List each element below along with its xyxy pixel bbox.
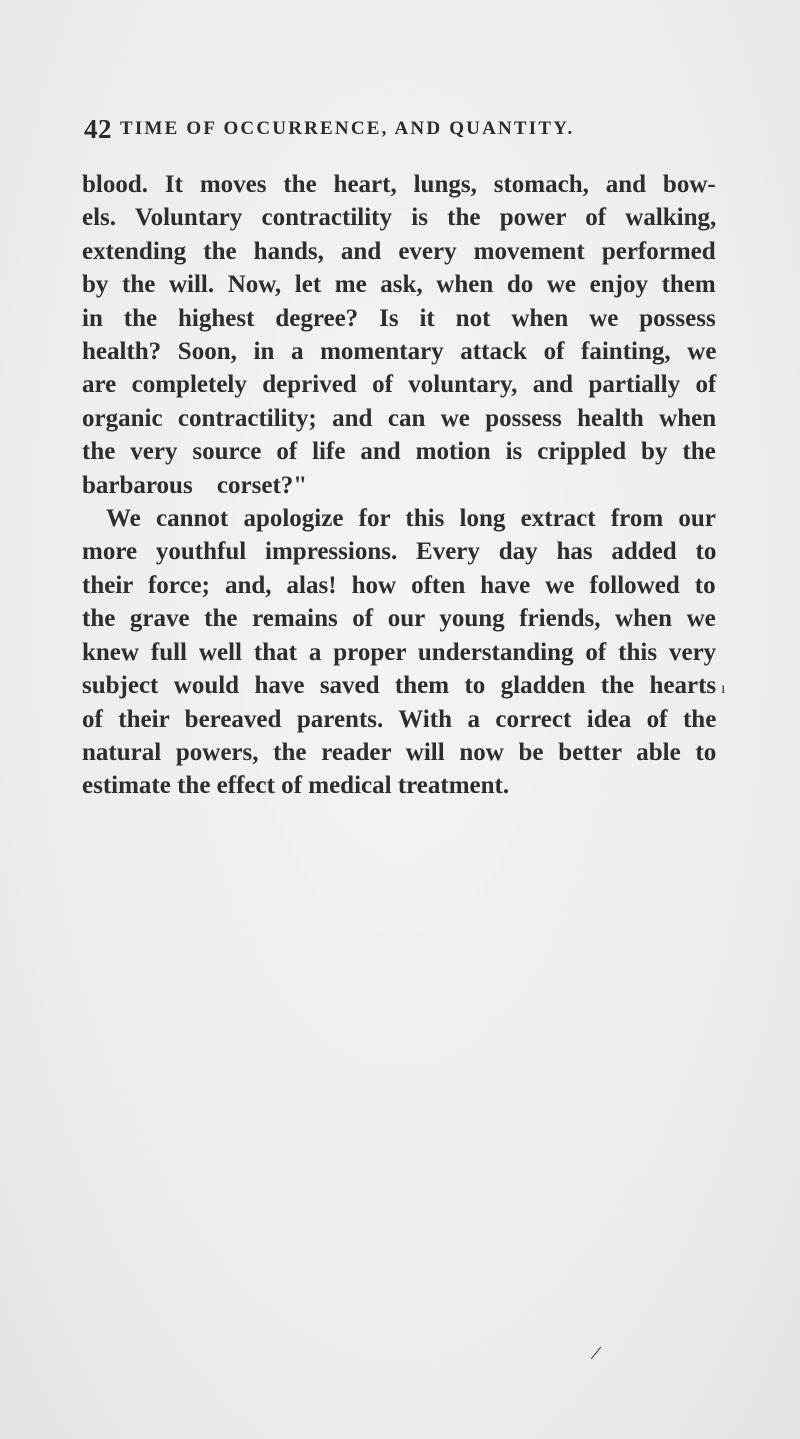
text-line: by the will. Now, let me ask, when do we enjoy them: [82, 271, 716, 299]
text-line: the very source of life and motion is crippled by the: [82, 438, 716, 466]
bottom-mark: /: [589, 1339, 604, 1366]
text-line: knew full well that a proper understanding of this very: [82, 638, 717, 666]
text-line: els. Voluntary contractility is the power of walking,: [82, 204, 717, 232]
text-line: of their bereaved parents. With a correct idea of the: [82, 705, 717, 733]
body-text: [82, 168, 716, 803]
text-line: estimate the effect of medical treatment.: [82, 772, 510, 800]
text-line: in the highest degree? Is it not when we possess: [82, 304, 716, 332]
margin-mark: ı: [721, 680, 726, 697]
page-header: [84, 114, 716, 154]
text-line: blood. It moves the heart, lungs, stomach, and bow-: [82, 171, 716, 198]
text-line: more youthful impressions. Every day has added to: [82, 538, 717, 566]
text-line: subject would have saved them to gladden the hearts: [82, 672, 717, 700]
text-line: the grave the remains of our young friends, when we: [82, 605, 716, 633]
text-line: health? Soon, in a momentary attack of fainting, we: [82, 338, 717, 366]
running-head: TIME OF OCCURRENCE, AND QUANTITY.: [120, 118, 575, 139]
text-line: their force; and, alas! how often have we followed to: [82, 571, 716, 599]
text-line: organic contractility; and can we possess health when: [82, 404, 717, 432]
text-line: barbarous corset?": [82, 471, 308, 499]
text-line: extending the hands, and every movement performed: [82, 237, 716, 265]
text-line: are completely deprived of voluntary, and partially of: [82, 371, 717, 399]
text-line: We cannot apologize for this long extract from our: [106, 505, 716, 533]
text-line: natural powers, the reader will now be better able to: [82, 738, 717, 766]
page-number: 42: [84, 114, 112, 144]
